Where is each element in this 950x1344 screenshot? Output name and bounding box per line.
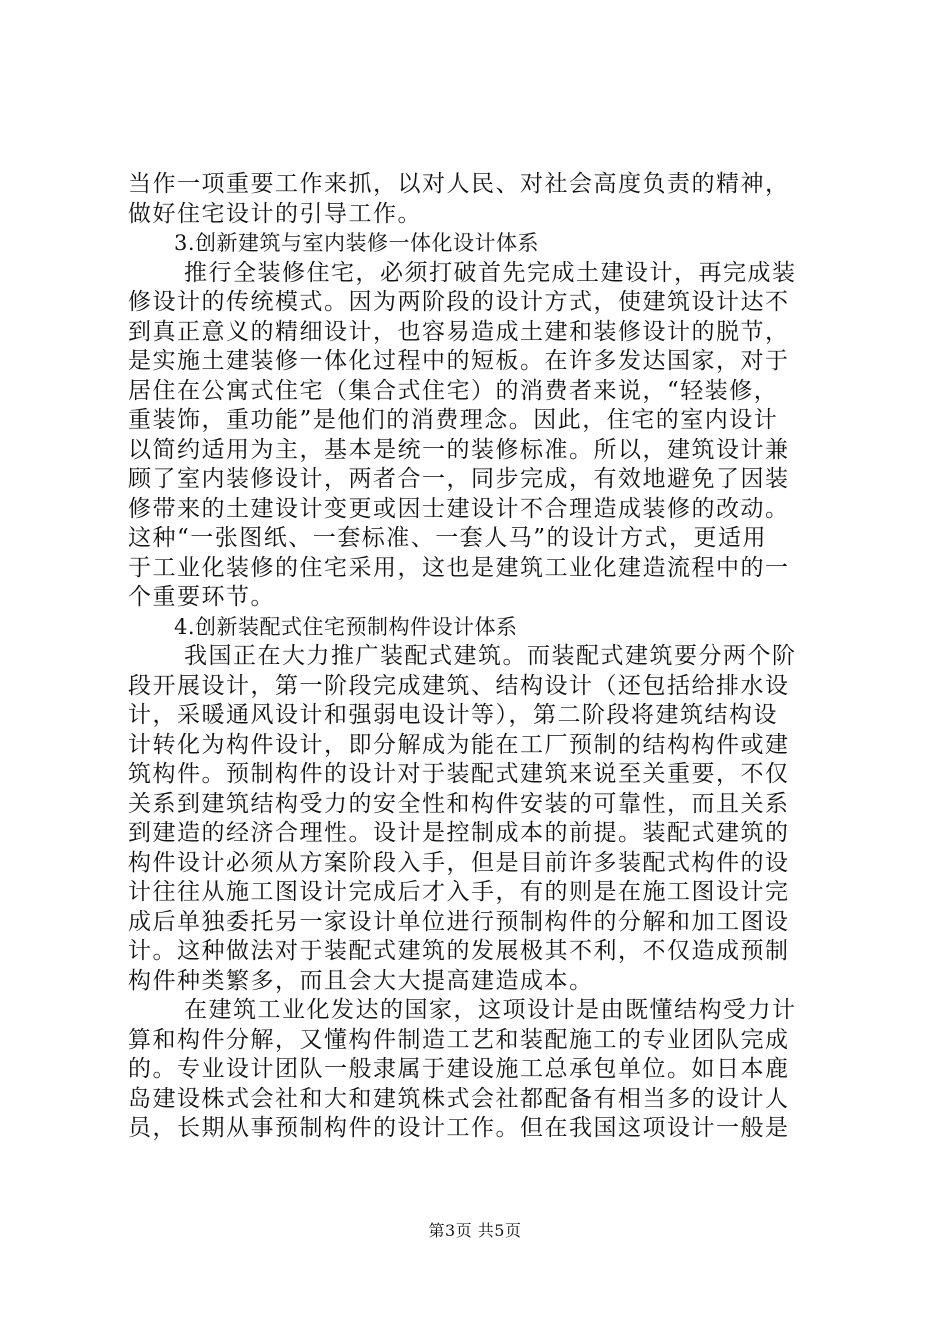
paragraph-line: 以简约适用为主，基本是统一的装修标准。所以，建筑设计兼: [128, 436, 790, 463]
paragraph-line: 计。这种做法对于装配式建筑的发展极其不利，不仅造成预制: [128, 938, 790, 964]
paragraph-line: 是实施土建装修一体化过程中的短板。在许多发达国家，对于: [128, 348, 790, 374]
paragraph-line: 员，长期从事预制构件的设计工作。但在我国这项设计一般是: [128, 1115, 790, 1141]
paragraph-line: 计转化为构件设计，即分解成为能在工厂预制的结构构件或建: [128, 731, 790, 758]
paragraph-line: 推行全装修住宅，必须打破首先完成土建设计，再完成装: [184, 259, 797, 286]
paragraph-line: 计往往从施工图设计完成后才入手，有的则是在施工图设计完: [128, 879, 790, 905]
paragraph-line: 修带来的土建设计变更或因士建设计不合理造成装修的改动。: [128, 495, 790, 522]
paragraph-line: 构件设计必须从方案阶段入手，但是目前许多装配式构件的设: [128, 849, 790, 876]
paragraph-line: 段开展设计，第一阶段完成建筑、结构设计（还包括给排水设: [128, 672, 790, 699]
paragraph-line: 成后单独委托另一家设计单位进行预制构件的分解和加工图设: [128, 908, 790, 935]
paragraph-line: 我国正在大力推广装配式建筑。而装配式建筑要分两个阶: [184, 643, 797, 669]
paragraph-line: 到真正意义的精细设计，也容易造成土建和装修设计的脱节，: [128, 318, 790, 345]
paragraph-line: 做好住宅设计的引导工作。: [128, 200, 422, 227]
paragraph-line: 个重要环节。: [128, 584, 275, 610]
page-footer: 第3页 共5页: [428, 1221, 522, 1240]
paragraph-line: 顾了室内装修设计，两者合一，同步完成，有效地避免了因装: [128, 466, 790, 492]
body-text: [128, 170, 828, 1144]
paragraph-line: 于工业化装修的住宅采用，这也是建筑工业化建造流程中的一: [128, 554, 790, 581]
paragraph-line: 关系到建筑结构受力的安全性和构件安装的可靠性，而且关系: [128, 790, 790, 817]
paragraph-line: 计，采暖通风设计和强弱电设计等），第二阶段将建筑结构设: [128, 702, 778, 728]
section-heading: 3.创新建筑与室内装修一体化设计体系: [174, 231, 540, 255]
paragraph-line: 当作一项重要工作来抓，以对人民、对社会高度负责的精神，: [128, 171, 790, 197]
paragraph-line: 这种“一张图纸、一套标准、一套人马”的设计方式，更适用: [128, 525, 768, 551]
paragraph-line: 构件种类繁多，而且会大大提高建造成本。: [128, 967, 594, 994]
paragraph-line: 岛建设株式会社和大和建筑株式会社都配备有相当多的设计人: [128, 1085, 790, 1112]
paragraph-line: 重装饰，重功能”是他们的消费理念。因此，住宅的室内设计: [128, 407, 779, 433]
paragraph-line: 居住在公寓式住宅（集合式住宅）的消费者来说，“轻装修，: [128, 377, 779, 404]
paragraph-line: 在建筑工业化发达的国家，这项设计是由既懂结构受力计: [184, 997, 797, 1023]
section-heading: 4.创新装配式住宅预制构件设计体系: [174, 614, 518, 639]
paragraph-line: 的。专业设计团队一般隶属于建设施工总承包单位。如日本鹿: [128, 1056, 790, 1082]
paragraph-line: 筑构件。预制构件的设计对于装配式建筑来说至关重要，不仅: [128, 761, 790, 787]
paragraph-line: 算和构件分解，又懂构件制造工艺和装配施工的专业团队完成: [128, 1026, 790, 1053]
paragraph-line: 到建造的经济合理性。设计是控制成本的前提。装配式建筑的: [128, 820, 790, 846]
paragraph-line: 修设计的传统模式。因为两阶段的设计方式，使建筑设计达不: [128, 289, 790, 315]
